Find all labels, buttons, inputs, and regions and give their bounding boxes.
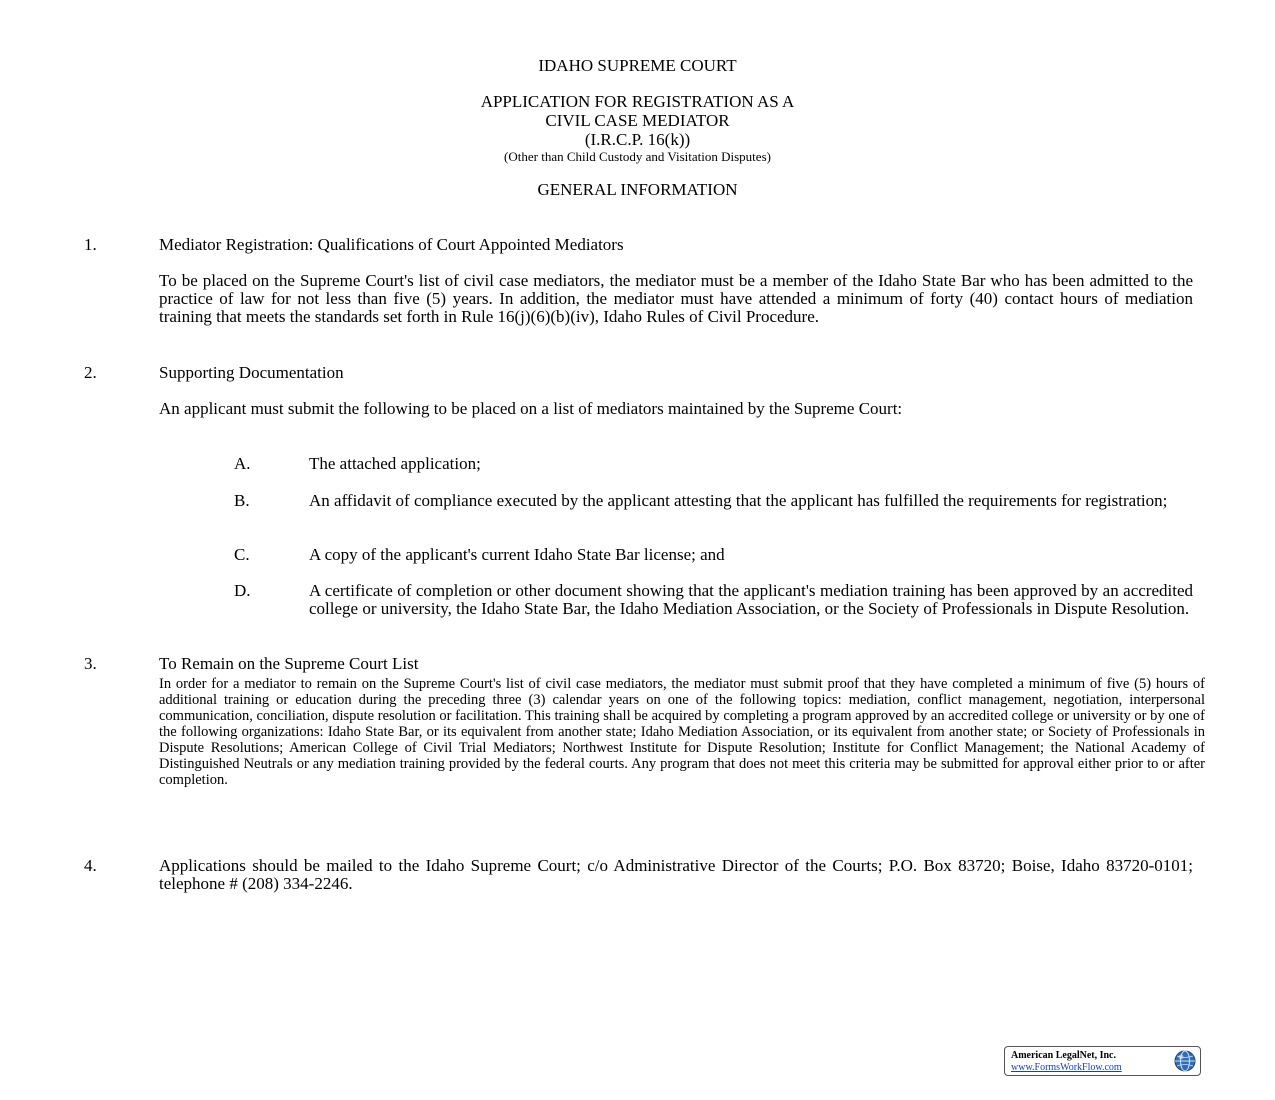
subtitle: (Other than Child Custody and Visitation Disputes) (504, 149, 771, 164)
section-1-number: 1. (84, 235, 97, 254)
section-4-body: Applications should be mailed to the Idaho Supreme Court; c/o Administrative Director of the Courts; P.O. Box 83720; Boise, Idaho 83720-0101; telephone # (208) 334-2246. (159, 856, 1193, 893)
rule-citation: (I.R.C.P. 16(k)) (584, 130, 691, 149)
title-line-1: APPLICATION FOR REGISTRATION AS A (480, 92, 795, 111)
section-2-heading: Supporting Documentation (159, 363, 344, 382)
section-3-number: 3. (84, 654, 97, 673)
section-title: GENERAL INFORMATION (537, 180, 738, 199)
section-3-heading: To Remain on the Supreme Court List (159, 654, 419, 673)
section-1-body: To be placed on the Supreme Court's list of civil case mediators, the mediator must be a member of the Idaho State Bar who has been admitted to the practice of law for not less than five (5) years. In addition, the mediator must have attended a minimum of forty (40) contact hours of mediation training that meets the standards set forth in Rule 16(j)(6)(b)(iv), Idaho Rules of Civil Procedure. (159, 271, 1193, 326)
item-a-letter: A. (234, 454, 251, 473)
item-d-letter: D. (234, 581, 251, 600)
section-1-heading: Mediator Registration: Qualifications of Court Appointed Mediators (159, 235, 624, 254)
section-2-number: 2. (84, 363, 97, 382)
section-2-body: An applicant must submit the following to be placed on a list of mediators maintained by the Supreme Court: (159, 399, 903, 418)
footer-url-link[interactable]: www.FormsWorkFlow.com (1011, 1062, 1122, 1073)
item-a-text: The attached application; (309, 454, 481, 473)
section-4-number: 4. (84, 856, 97, 875)
section-3-body: In order for a mediator to remain on the Supreme Court's list of civil case mediators, the mediator must submit proof that they have completed a minimum of five (5) hours of additional training or education during the preceding three (3) calendar years on one of the following topics: mediation, conflict management, negotiation, interpersonal communication, conciliation, dispute resolution or facilitation. This training shall be acquired by completing a program approved by an accredited college or university or by one of the following organizations: Idaho State Bar, or its equivalent from another state; Idaho Mediation Association, or its equivalent from another state; or Society of Professionals in Dispute Resolutions; American College of Civil Trial Mediators; Northwest Institute for Dispute Resolution; Institute for Conflict Management; the National Academy of Distinguished Neutrals or any mediation training provided by the federal courts. Any program that does not meet this criteria may be submitted for approval either prior to or after completion. (159, 676, 1205, 788)
court-name: IDAHO SUPREME COURT (538, 56, 737, 75)
footer-logo[interactable] (1004, 1046, 1201, 1076)
footer-brand: American LegalNet, Inc. (1011, 1050, 1116, 1061)
item-b-letter: B. (234, 491, 250, 510)
item-c-letter: C. (234, 545, 250, 564)
item-c-text: A copy of the applicant's current Idaho State Bar license; and (309, 545, 725, 564)
item-d-text: A certificate of completion or other document showing that the applicant's mediation training has been approved by an accredited college or university, the Idaho State Bar, the Idaho Mediation Association, or the Society of Professionals in Dispute Resolution. (309, 581, 1193, 618)
globe-icon (1173, 1049, 1197, 1073)
title-line-2: CIVIL CASE MEDIATOR (545, 111, 730, 130)
item-b-text: An affidavit of compliance executed by the applicant attesting that the applicant has fulfilled the requirements for registration; (309, 491, 1168, 510)
